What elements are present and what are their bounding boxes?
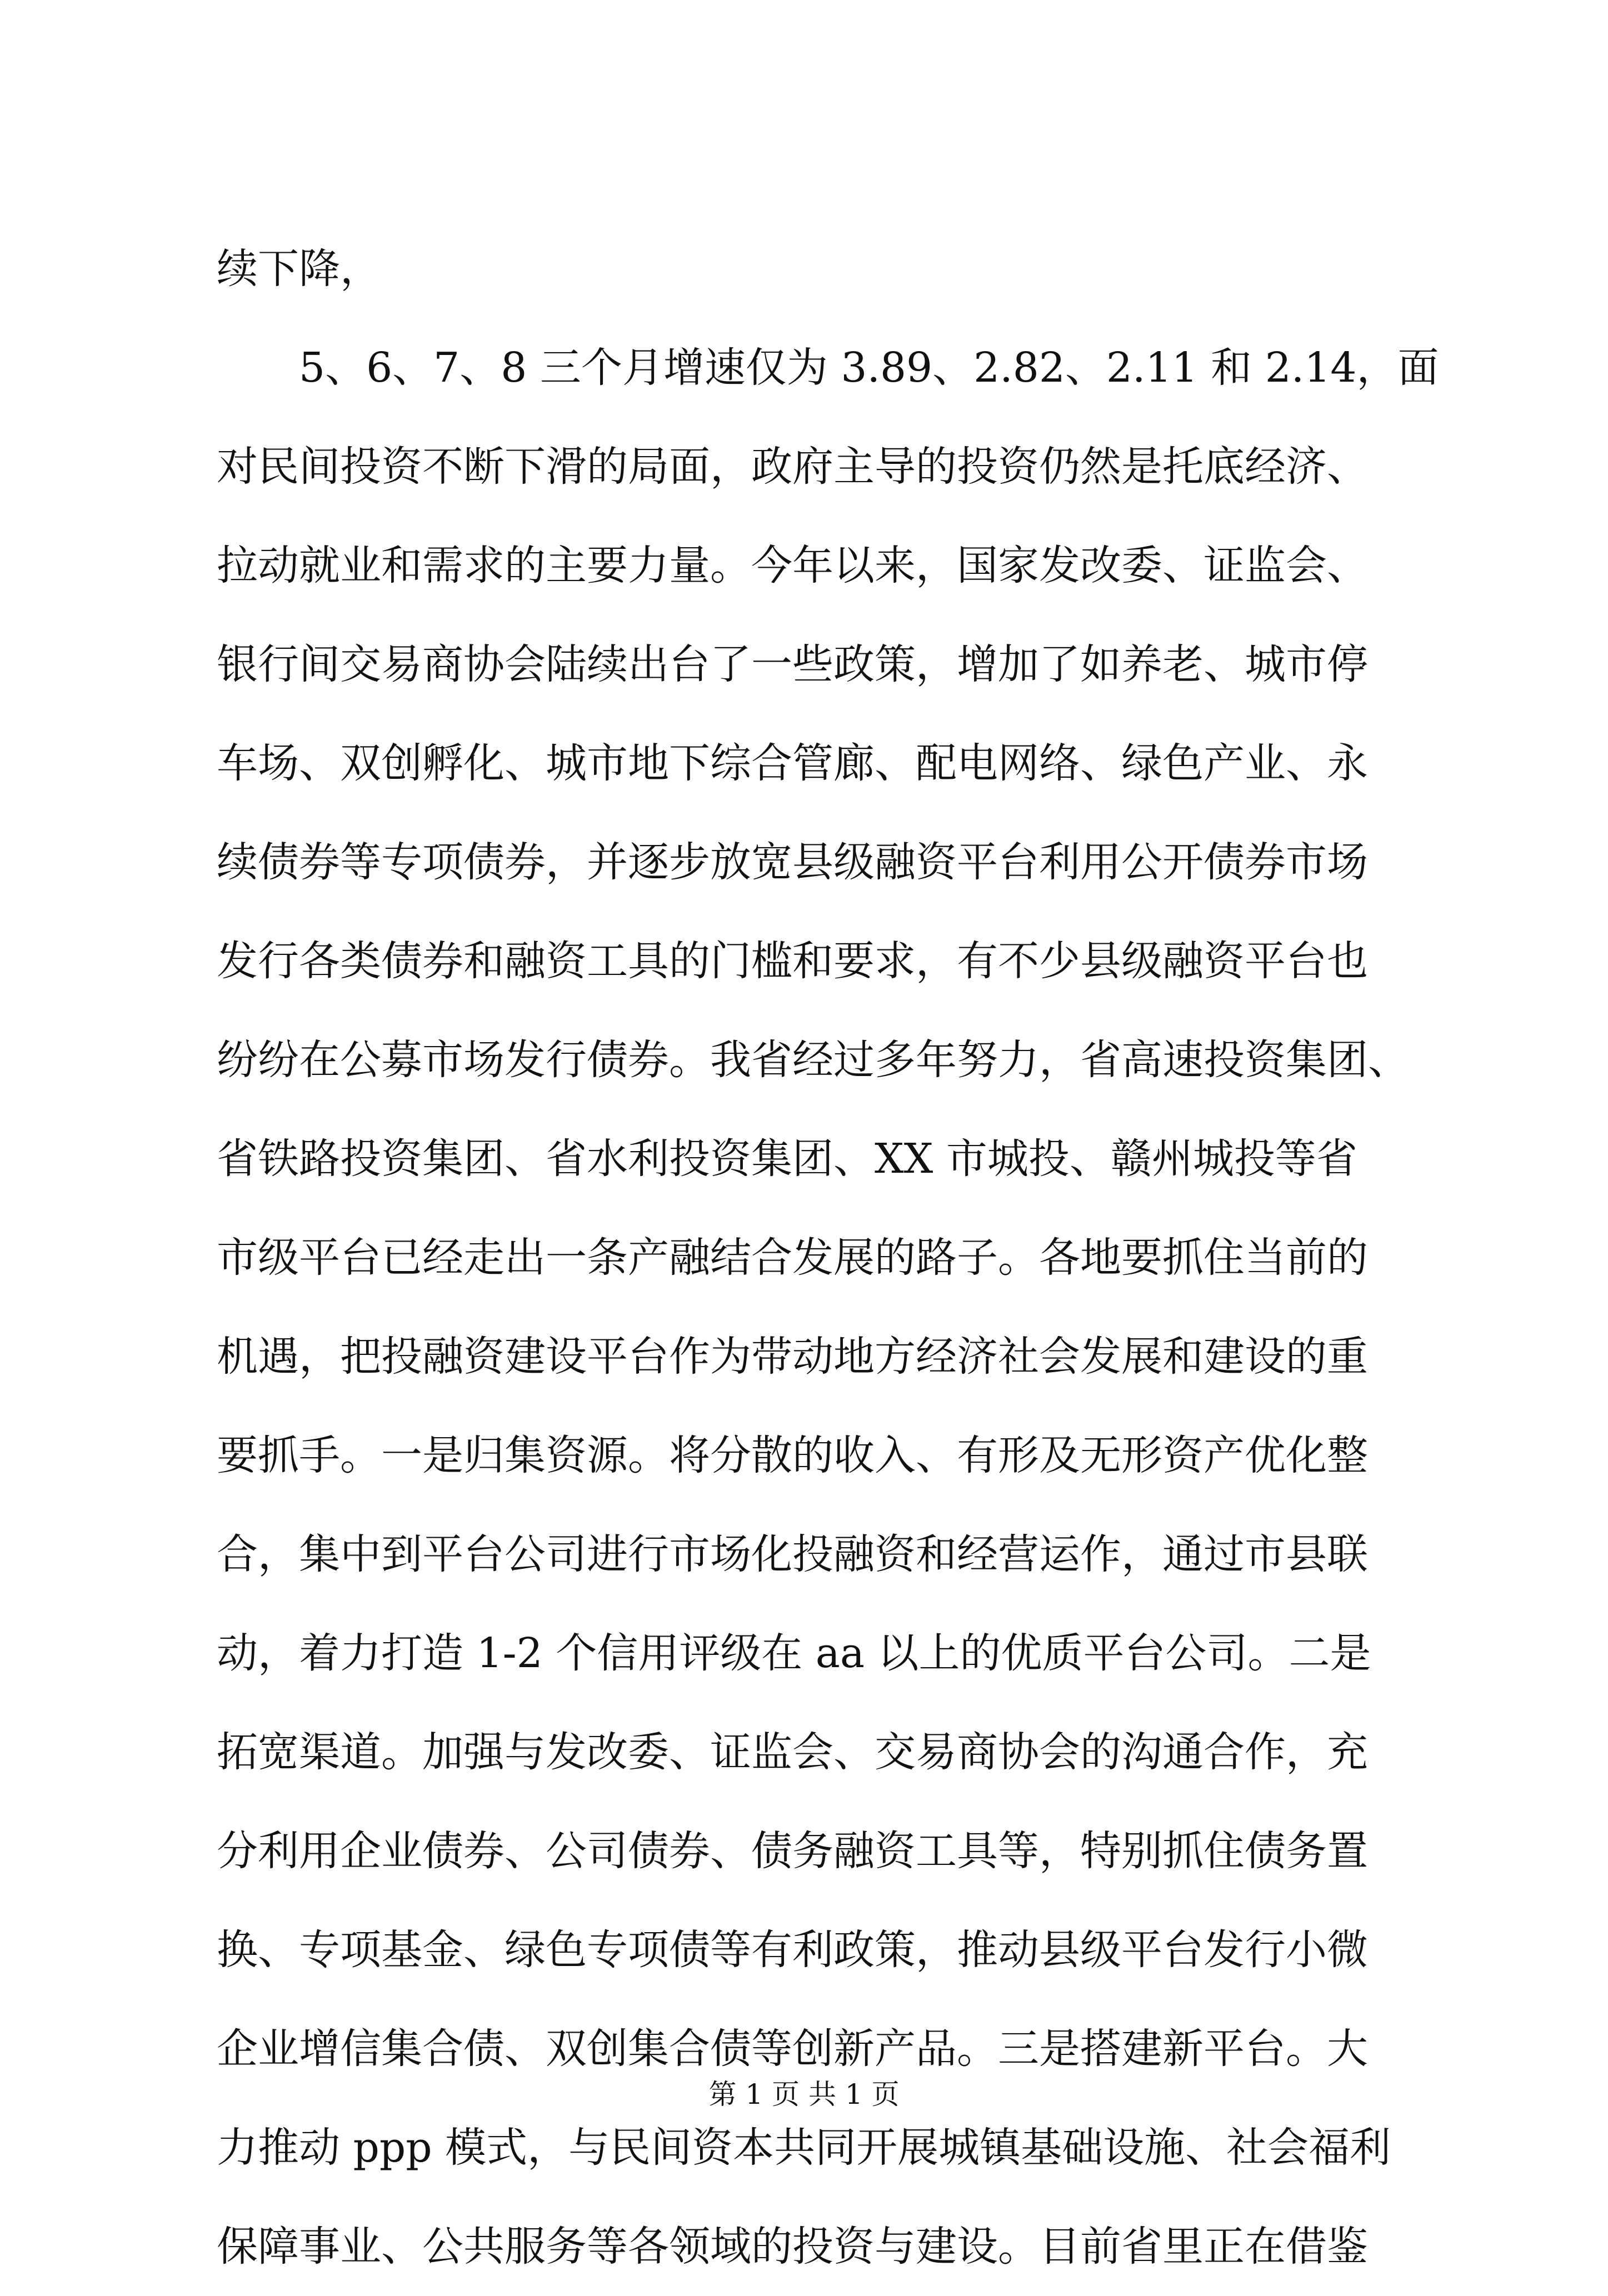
text-line: 续下降，	[217, 245, 381, 293]
text-line: 分利用企业债券、公司债券、债务融资工具等，特别抓住债务置	[217, 1827, 1368, 1875]
text-line: 保障事业、公共服务等各领域的投资与建设。目前省里正在借鉴	[217, 2223, 1368, 2270]
text-line: 动，着力打造 1-2 个信用评级在 aa 以上的优质平台公司。二是	[217, 1629, 1371, 1677]
page-footer: 第 1 页 共 1 页	[708, 2078, 900, 2110]
text-line: 车场、双创孵化、城市地下综合管廊、配电网络、绿色产业、永	[217, 739, 1368, 787]
text-line: 纷纷在公募市场发行债券。我省经过多年努力，省高速投资集团、	[217, 1036, 1409, 1084]
text-line: 要抓手。一是归集资源。将分散的收入、有形及无形资产优化整	[217, 1432, 1368, 1479]
text-line: 换、专项基金、绿色专项债等有利政策，推动县级平台发行小微	[217, 1926, 1368, 1974]
text-line: 发行各类债券和融资工具的门槛和要求，有不少县级融资平台也	[217, 937, 1368, 985]
text-line: 省铁路投资集团、省水利投资集团、XX 市城投、赣州城投等省	[217, 1135, 1357, 1183]
text-line: 对民间投资不断下滑的局面，政府主导的投资仍然是托底经济、	[217, 443, 1368, 491]
text-line: 机遇，把投融资建设平台作为带动地方经济社会发展和建设的重	[217, 1333, 1368, 1380]
text-line: 力推动 ppp 模式，与民间资本共同开展城镇基础设施、社会福利	[217, 2124, 1391, 2172]
text-line-paragraph-start: 5、6、7、8 三个月增速仅为 3.89、2.82、2.11 和 2.14，面	[299, 344, 1439, 392]
body-text	[217, 219, 1439, 2296]
text-line: 拉动就业和需求的主要力量。今年以来，国家发改委、证监会、	[217, 542, 1368, 589]
text-line: 企业增信集合债、双创集合债等创新产品。三是搭建新平台。大	[217, 2025, 1368, 2073]
text-line: 拓宽渠道。加强与发改委、证监会、交易商协会的沟通合作，充	[217, 1728, 1368, 1776]
text-line: 续债券等专项债券，并逐步放宽县级融资平台利用公开债券市场	[217, 838, 1368, 886]
text-line: 银行间交易商协会陆续出台了一些政策，增加了如养老、城市停	[217, 641, 1368, 688]
text-line: 合，集中到平台公司进行市场化投融资和经营运作，通过市县联	[217, 1530, 1368, 1578]
text-line: 市级平台已经走出一条产融结合发展的路子。各地要抓住当前的	[217, 1234, 1368, 1282]
